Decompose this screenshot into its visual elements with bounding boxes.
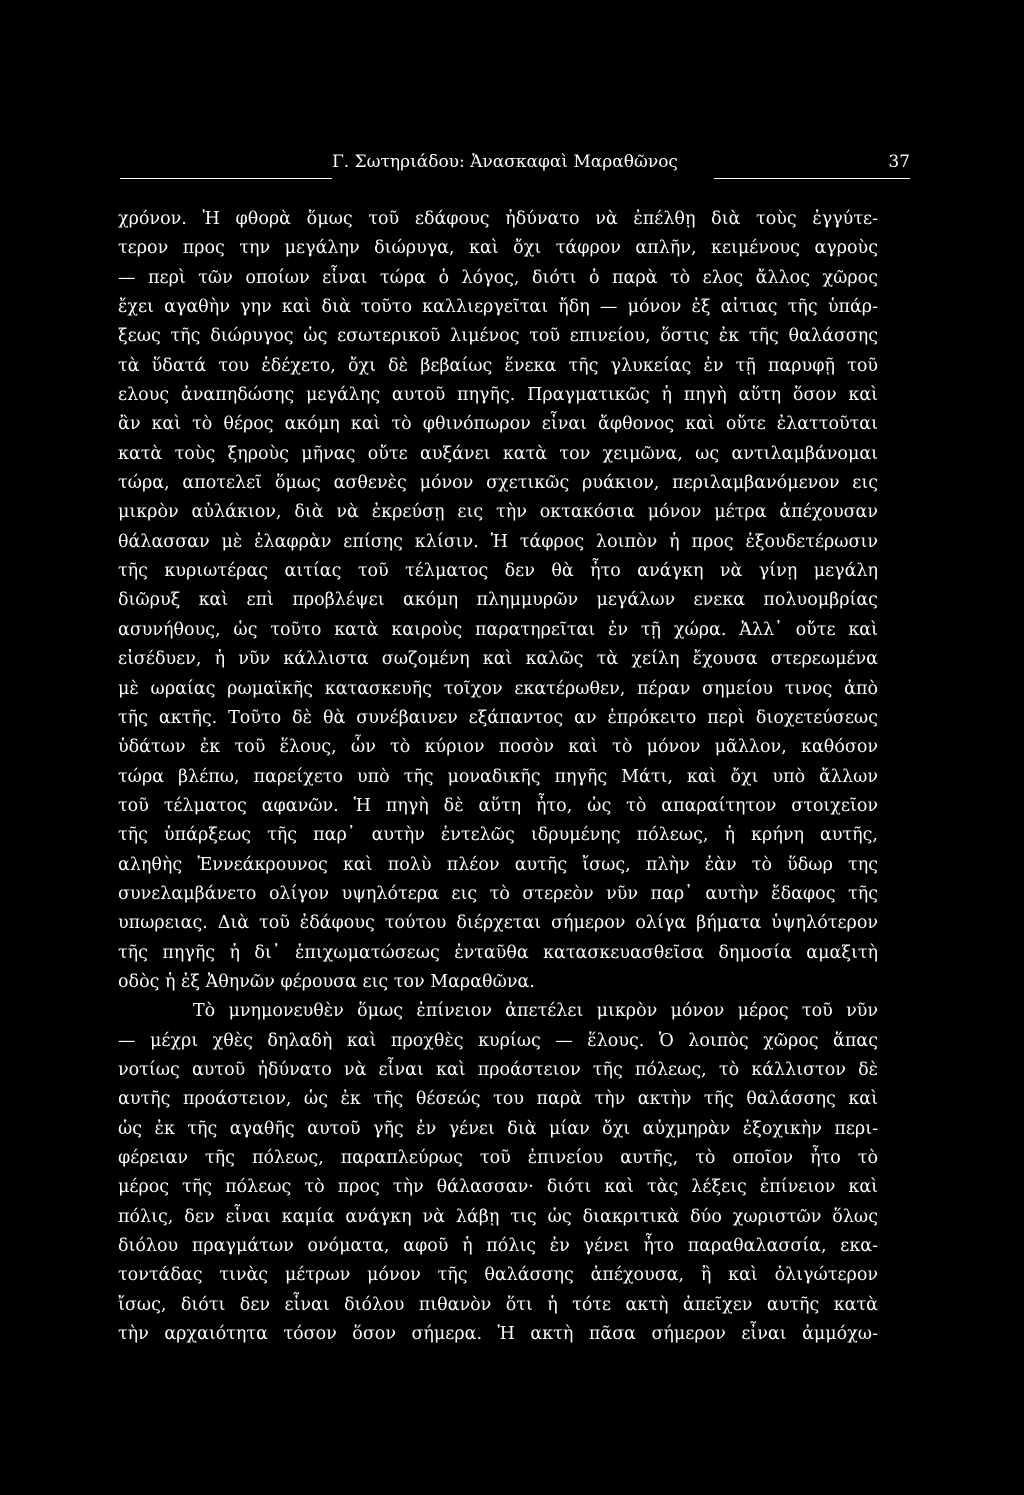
text-line: υπωρειας. Διὰ τοῦ ἐδάφους τούτου διέρχεται σήμερον ολίγα βήματα ὑψηλότερον: [118, 913, 878, 934]
text-line: τῆς πηγῆς ἡ δι᾿ ἐπιχωματώσεως ἐνταῦθα κατασκευασθεῖσα δημοσία αμαξιτὴ: [118, 942, 878, 963]
text-line: οδὸς ἡ ἐξ Ἀθηνῶν φέρουσα εις τον Μαραθῶνα.: [118, 971, 535, 992]
text-line: ασυνήθους, ὡς τοῦτο κατὰ καιροὺς παρατηρεῖται ἐν τῇ χώρα. Ἀλλ᾿ οὔτε καὶ: [118, 619, 878, 640]
text-line: τερον προς την μεγάλην διώρυγα, καὶ ὄχι τάφρον απλῆν, κειμένους αγροὺς: [118, 238, 878, 259]
header-rule-left: [120, 178, 332, 179]
text-line: τὴν αρχαιότητα τόσον ὅσον σήμερα. Ἡ ακτὴ πᾶσα σήμερον εἶναι ἀμμόχω-: [118, 1324, 878, 1345]
text-line: εἰσέδυεν, ἡ νῦν κάλλιστα σωζομένη καὶ καλῶς τὰ χείλη ἔχουσα στερεωμένα: [118, 649, 878, 670]
text-line: τὰ ὕδατά του ἐδέχετο, ὄχι δὲ βεβαίως ἕνεκα τῆς γλυκείας ἐν τῇ παρυφῇ τοῦ: [118, 355, 878, 376]
text-line: — μέχρι χθὲς δηλαδὴ καὶ προχθὲς κυρίως — ἕλους. Ὁ λοιπὸς χῶρος ἅπας: [118, 1030, 878, 1051]
text-line: νοτίως αυτοῦ ἠδύνατο νὰ εἶναι καὶ προάστειον τῆς πόλεως, τὸ κάλλιστον δὲ: [118, 1059, 878, 1080]
text-line: ἔχει αγαθὴν γην καὶ διὰ τοῦτο καλλιεργεῖται ἤδη — μόνον ἐξ αἰτιας τῆς ὑπάρ-: [118, 297, 878, 318]
text-line: ὑδάτων ἐκ τοῦ ἕλους, ὧν τὸ κύριον ποσὸν καὶ τὸ μόνον μᾶλλον, καθόσον: [118, 737, 878, 758]
text-line: μέρος τῆς πόλεως τὸ προς τὴν θάλασσαν· διότι καὶ τὰς λέξεις ἐπίνειον καὶ: [118, 1177, 878, 1198]
text-line: ἴσως, διότι δεν εἶναι διόλου πιθανὸν ὅτι ἡ τότε ακτὴ ἀπεῖχεν αυτῆς κατὰ: [118, 1294, 878, 1315]
text-line: φέρειαν τῆς πόλεως, παραπλεύρως τοῦ ἐπινείου αυτῆς, τὸ οποῖον ἦτο τὸ: [118, 1148, 878, 1168]
text-line: μικρὸν αὐλάκιον, διὰ νὰ ἐκρεύσῃ εις τὴν οκτακόσια μόνον μέτρα ἀπέχουσαν: [118, 502, 878, 523]
text-line: μὲ ωραίας ρωμαϊκῆς κατασκευῆς τοῖχον εκατέρωθεν, πέραν σημείου τινος ἀπὸ: [118, 678, 878, 699]
paragraph: [118, 205, 878, 997]
body-text: [118, 205, 878, 1349]
text-line: — περὶ τῶν οποίων εἶναι τώρα ὁ λόγος, διότι ὁ παρὰ τὸ ελος ἄλλος χῶρος: [118, 267, 878, 288]
text-line: συνελαμβάνετο ολίγον υψηλότερα εις τὸ στερεὸν νῦν παρ᾿ αυτὴν ἔδαφος τῆς: [118, 883, 878, 904]
text-line: κατὰ τοὺς ξηροὺς μῆνας οὔτε αυξάνει κατὰ τον χειμῶνα, ως αντιλαμβάνομαι: [118, 443, 878, 464]
text-line: τώρα βλέπω, παρείχετο υπὸ τῆς μοναδικῆς πηγῆς Μάτι, καὶ ὄχι υπὸ ἄλλων: [118, 766, 878, 787]
paragraph: [118, 997, 878, 1349]
text-line: ὡς ἐκ τῆς αγαθῆς αυτοῦ γῆς ἐν γένει διὰ μίαν ὄχι αὐχμηρὰν ἐξοχικὴν περι-: [118, 1118, 878, 1139]
text-line: τῆς κυριωτέρας αιτίας τοῦ τέλματος δεν θὰ ἦτο ανάγκη νὰ γίνῃ μεγάλη: [118, 561, 878, 582]
page-number: 37: [888, 152, 910, 172]
text-line: πόλις, δεν εἶναι καμία ανάγκη νὰ λάβῃ τις ὡς διακριτικὰ δύο χωριστῶν ὅλως: [118, 1206, 878, 1227]
text-line: τοντάδας τινὰς μέτρων μόνον τῆς θαλάσσης ἀπέχουσα, ἢ καὶ ὀλιγώτερον: [118, 1265, 878, 1286]
text-line: αυτῆς προάστειον, ὡς ἐκ τῆς θέσεώς του παρὰ τὴν ακτὴν τῆς θαλάσσης καὶ: [118, 1089, 878, 1110]
text-line: αληθὴς Ἐννεάκρουνος καὶ πολὺ πλέον αυτῆς ἴσως, πλὴν ἐὰν τὸ ὕδωρ της: [118, 854, 878, 875]
text-line: ξεως τῆς διώρυγος ὡς εσωτερικοῦ λιμένος τοῦ επινείου, ὅστις ἐκ τῆς θαλάσσης: [118, 326, 878, 347]
text-line: Τὸ μνημονευθὲν ὅμως ἐπίνειον ἀπετέλει μικρὸν μόνον μέρος τοῦ νῦν: [193, 1001, 878, 1022]
text-line: τοῦ τέλματος αφανῶν. Ἡ πηγὴ δὲ αὕτη ἦτο, ὡς τὸ απαραίτητον στοιχεῖον: [118, 795, 878, 816]
running-header: [120, 152, 910, 176]
text-line: ελους ἀναπηδώσης μεγάλης αυτοῦ πηγῆς. Πραγματικῶς ἡ πηγὴ αὕτη ὅσον καὶ: [118, 385, 878, 406]
header-rule-right: [714, 178, 910, 179]
text-line: διῶρυξ καὶ επὶ προβλέψει ακόμη πλημμυρῶν μεγάλων ενεκα πολυομβρίας: [118, 590, 878, 611]
text-line: διόλου πραγμάτων ονόματα, αφοῦ ἡ πόλις ἐν γένει ἦτο παραθαλασσία, εκα-: [118, 1236, 878, 1257]
text-line: τῆς ὑπάρξεως τῆς παρ᾿ αυτὴν ἐντελῶς ιδρυμένης πόλεως, ἡ κρήνη αυτῆς,: [118, 825, 878, 846]
running-title: Γ. Σωτηριάδου: Ἀνασκαφαὶ Μαραθῶνος: [332, 152, 678, 172]
text-line: χρόνον. Ἡ φθορὰ ὅμως τοῦ εδάφους ἠδύνατο νὰ ἐπέλθῃ διὰ τοὺς ἐγγύτε-: [118, 209, 878, 229]
text-line: θάλασσαν μὲ ἐλαφρὰν επίσης κλίσιν. Ἡ τάφρος λοιπὸν ἡ προς ἐξουδετέρωσιν: [118, 531, 878, 552]
text-line: ἂν καὶ τὸ θέρος ακόμη καὶ τὸ φθινόπωρον εἶναι ἄφθονος καὶ οὔτε ἐλαττοῦται: [118, 414, 878, 435]
text-line: τώρα, αποτελεῖ ὅμως ασθενὲς μόνον σχετικῶς ρυάκιον, περιλαμβανόμενον εις: [118, 473, 878, 494]
text-line: τῆς ακτῆς. Τοῦτο δὲ θὰ συνέβαινεν εξάπαντος αν ἐπρόκειτο περὶ διοχετεύσεως: [118, 707, 878, 728]
